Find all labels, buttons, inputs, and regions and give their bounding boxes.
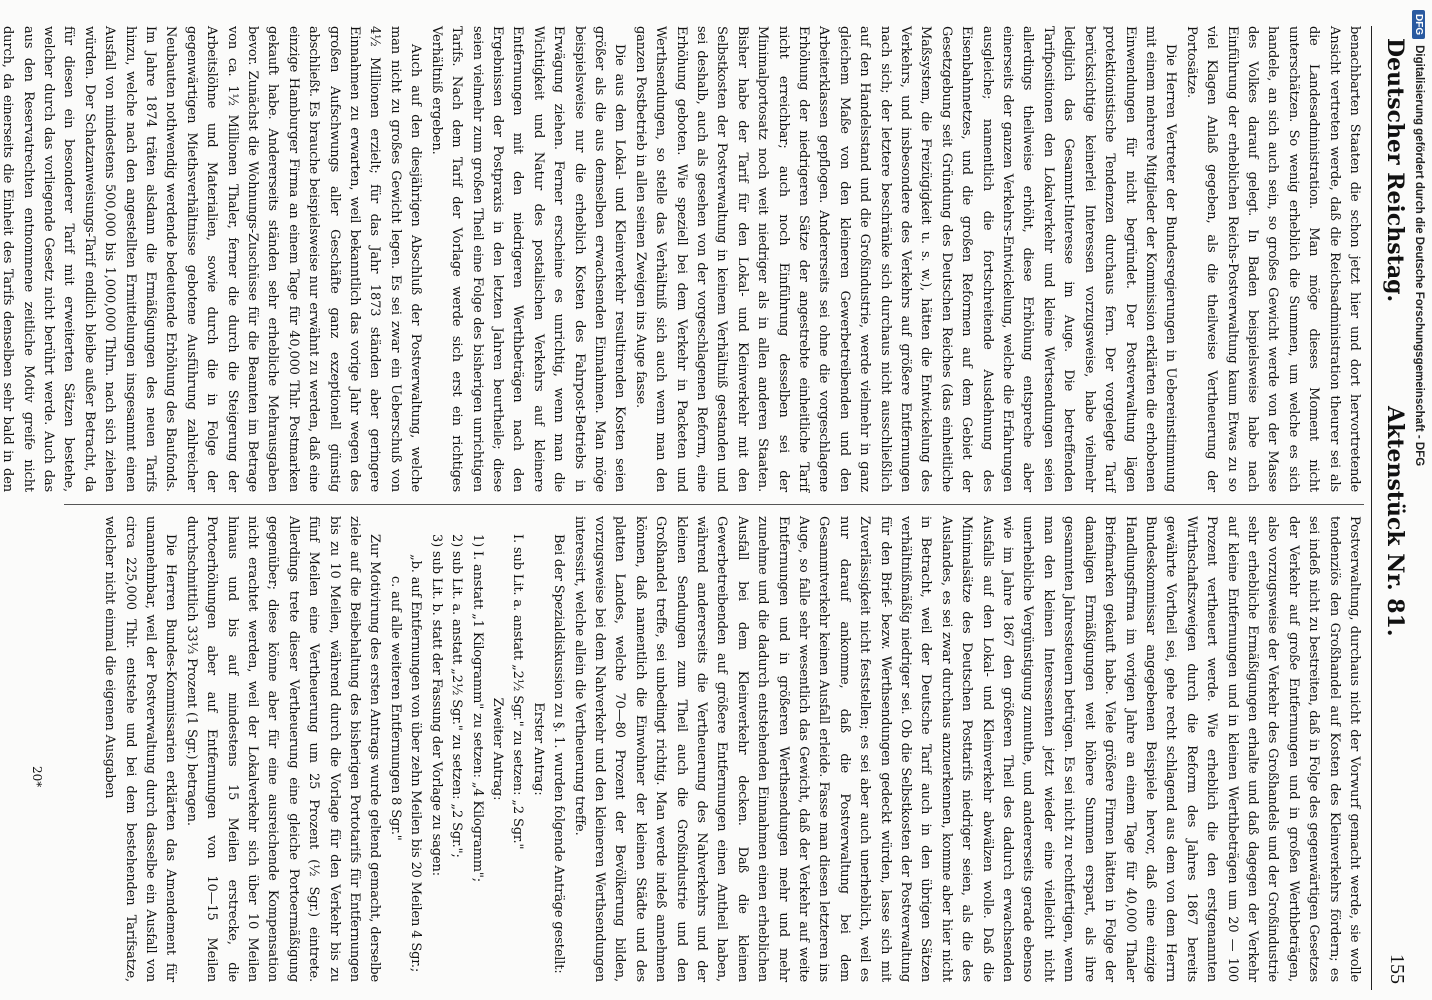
motion-heading: Erster Antrag:: [530, 702, 546, 796]
digitization-credit-text: Digitalisierung gefördert durch die Deutsche Forschungsgemeinschaft - DFG: [1413, 45, 1425, 467]
motion-item: I. sub Lit. a. anstatt „2½ Sgr." zu setzen: „2 Sgr.": [510, 534, 526, 850]
paragraph: Auch auf den diesjährigen Abschluß der Postverwaltung, welche man nicht zu großes Gewicht legen. Es sei zwar ein Ueberschuß von 4½ Millionen erzielt; für das Jahr 1873 ständen aber geringere Einnahmen zu erwarten, weil bekanntlich das vorige Jahr wegen des großen Aufschwungs aller Geschäfte ganz exzeptionell günstig abschließt. Es brauche beispielsweise nur erwähnt zu werden, daß eine einzige Hamburger Firma an einem Tage für 40,000 Thlr. Postmarken gekauft habe. Andererseits ständen sehr erhebliche Mehrausgaben bevor. Zunächst die Wohnungs-Zuschüsse für die Beamten im Betrage von ca. 1½ Millionen Thaler, ferner die durch die Steigerung der Arbeitslöhne und Materialien, sowie durch die in Folge der gegenwärtigen Miethsverhältnisse gebotene Ausführung zahlreicher Neubauten nothwendig werdende bedeutende Erhöhung des Baufonds. Im Jahre 1874 träten alsdann die Ermäßigungen des neuen Tarifs hinzu, welche nach den angestellten Ermittelungen insgesammt einen Ausfall von mindestens 500,000 bis 1,000,000 Thlrn. nach sich ziehen würden. Der Schatzanweisungs-Tarif endlich bleibe außer Betracht, da für diesen ein besonderer Tarif mit erweiterten Sätzen bestehe, welcher durch das vorliegende Gesetz nicht berührt werde. Auch das aus den Reservatrechten entnommene zeitliche Motiv greife nicht durch, da einerseits die Einheit des Tarifs denselben sehr bald in den: [0, 26, 424, 492]
paragraph: Postverwaltung, durchaus nicht der Vorwurf gemacht werde, sie wolle tendenziös den Großhandel auf Kosten des Kleinverkehrs fördern; es sei indeß nicht zu bestreiten, daß in Folge des gegenwärtigen Gesetzes der Verkehr auf große Entfernungen und in großen Werthbeträgen, also vorzugsweise der Verkehr des Großhandels und der Großindustrie sehr erhebliche Ermäßigungen erhalte und daß dagegen der Verkehr auf kleine Entfernungen und in kleinen Werthbeträgen um 20 — 100 Prozent vertheuert werde. Wie erheblich die den erstgenannten Wirthschaftszweigen durch die Reform des Jahres 1867 bereits gewährte Vortheil sei, gehe recht schlagend aus dem von dem Herrn Bundeskommissar angegebenen Beispiele hervor, daß eine einzige Handlungsfirma im vorigen Jahre an einem Tage für 40,000 Thaler Briefmarken gekauft habe. Viele größere Firmen hätten in Folge der damaligen Ermäßigungen weit höhere Summen erspart, als ihre gesammten Jahressteuern betrügen. Es sei nicht zu rechtfertigen, wenn man den kleinen Interessenten jetzt wieder eine vielleicht nicht unerhebliche Vergünstigung zumuthe, und andererseits gerade ebenso wie im Jahre 1867 den größeren Theil des dadurch erwachsenden Ausfalls auf den Lokal- und Kleinverkehr abwälzen wolle. Daß die Minimalsätze des Deutschen Posttarifs niedriger seien, als die des Auslandes, es sei zwar durchaus anzuerkennen, komme aber hier nicht in Betracht, weil der Deutsche Tarif auch in den übrigen Sätzen verhältnißmäßig niedriger sei. Ob die Selbstkosten der Postverwaltung für den Brief- bezw. Werthsendungen gedeckt würden, lasse sich mit Zuverlässigkeit nicht feststellen; es sei aber auch unerheblich, weil es nur darauf ankomme, daß die Postverwaltung bei dem Gesammtverkehr keinen Ausfall erleide. Fasse man diesen letzteren ins Auge, so falle sehr wesentlich das Gewicht, daß der Verkehr auf weite Entfernungen und in größeren Werthsendungen mehr und mehr zunehme und die dadurch entstehenden Einnahmen einen erheblichen Ausfall bei dem Kleinverkehr decken. Daß die kleinen Gewerbetreibenden auf größere Entfernungen einen Antheil haben, während andererseits die Vertheuerung des Nahverkehrs und der kleinen Sendungen zum Theil auch die Großindustrie und den Großhandel treffe, sei unbedingt richtig. Man werde indeß annehmen können, daß namentlich die Einwohner der kleinen Städte und des platten Landes, welche 70—80 Prozent der Bevölkerung bilden, vorzugsweise bei dem Nahverkehr und den kleineren Werthsendungen interessirt, welche allein die Vertheuerung treffe.: [571, 516, 1362, 982]
paragraph: Bei der Spezialdiskussion zu §. 1. wurden folgende Anträge gestellt:: [551, 534, 567, 974]
column-divider: [64, 504, 1364, 505]
paragraph: Die Herren Vertreter der Bundesregierungen in Uebereinstimmung mit einem mehrere Mitglieder der Kommission erklärten die erhobenen Einwendungen für nicht begründet. Der Postverwaltung lägen protektionistische Tendenzen durchaus fern. Der vorgelegte Tarif berücksichtige keinerlei Interessen vorzugsweise, habe vielmehr lediglich das Gesammt-Interesse im Auge. Die betreffenden Tarifpositionen den Lokalverkehr und kleine Wertsendungen seien allerdings theilweise erhöht, diese Erhöhung entspreche aber einerseits der ganzen Verkehrs-Entwickelung, welche die Erfahrungen ausgleiche; namentlich die fortschreitende Ausdehnung des Eisenbahnnetzes, und die großen Reformen auf dem Gebiet der Gesetzgebung seit Gründung des Deutschen Reiches (das einheitliche Maßsystem, die Freizügigkeit u. s. w.), hätten die Entwickelung des Verkehrs, und insbesondere des Verkehrs auf größere Entfernungen nach sich; der letztere beschränke sich durchaus nicht ausschließlich auf den Handelsstand und die Großindustrie, werde vielmehr in ganz gleichem Maße von den kleineren Gewerbetreibenden und den Arbeiterklassen gepflogen. Andererseits sei ohne die vorgeschlagene Erhöhung der niedrigeren Sätze der angestrebte einheitliche Tarif nicht erreichbar; auch noch Einführung desselben sei der Minimalportosatz noch weit niedriger als in allen anderen Staaten. Bisher habe der Tarif für den Lokal- und Kleinverkehr mit den Selbstkosten der Postverwaltung in keinem Verhältniß gestanden und sei deshalb, auch als gesehen von der vorgeschlagenen Reform, eine Erhöhung geboten. Wie speziell bei dem Verkehr in Packeten und Werthsendungen, so stelle das Verhältniß sich auch wenn man den ganzen Postbetrieb in allen seinen Zweigen ins Auge fasse.: [632, 26, 1179, 492]
paragraph: benachbarten Staaten die schon jetzt hier und dort hervortretende Ansicht vertreten werde, daß die Reichsadministration theurer sei als die Landesadministration. Man möge dieses Moment nicht unterschätzen. So wenig erheblich die Summen, um welche es sich handele, an sich auch sein, so großes Gewicht werde von der Masse des Volkes darauf gelegt. In Baden beispielsweise habe nach Einführung der erheblichen Reichs-Postverwaltung kaum Etwas zu so viel Klagen Anlaß gegeben, als die theilweise Vertheuerung der Portosätze.: [1183, 26, 1362, 492]
header-document-number: Aktenstück Nr. 81.: [1382, 406, 1408, 637]
right-text-column: [46, 516, 1364, 982]
motion-heading: Zweiter Antrag:: [489, 697, 505, 801]
motion-item: 3) sub Lit. b. statt der Fassung der Vorlage zu sagen:: [428, 534, 444, 876]
signature-mark: 20*: [30, 766, 44, 788]
paragraph: Zur Motivirung des ersten Antrags wurde geltend gemacht, derselbe ziele auf die Beibehaltung des bisherigen Portotarifs für Entfernungen bis zu 10 Meilen, während durch die Vorlage für den Verkehr bis zu fünf Meilen eine Vertheuerung um 25 Prozent (½ Sgr.) eintrete. Allerdings trete dieser Vertheuerung eine gleiche Portoermäßigung gegenüber; diese könne aber für eine ausreichende Kompensation nicht erachtet werden, weil der Lokalverkehr sich über 10 Meilen hinaus und bis auf mindestens 15 Meilen erstrecke, die Portoerhöhungen aber auf Entfernungen von 10—15 Meilen durchschnittlich 33⅓ Prozent (1 Sgr.) betragen.: [183, 516, 383, 982]
paragraph: Die Herren Bundes-Kommissarien erklärten das Amendement für unannehmbar, weil der Postverwaltung durch dasselbe ein Ausfall von circa 225,000 Thlr. entstehe und bei dem bestehenden Tarifsatze, welcher nicht einmal die eigenen Ausgaben: [102, 516, 179, 982]
motion-item: 2) sub Lit. a. anstatt „2½ Sgr." zu setzen: „2 Sgr.";: [449, 534, 465, 858]
motion-subitem: „b. auf Entfernungen von über zehn Meilen bis 20 Meilen 4 Sgr.;: [408, 554, 424, 973]
paragraph: Die aus dem Lokal- und Kleinverkehr resultirenden Kosten seien größer als die aus demselben erwachsenden Einnahmen. Man möge beispielsweise nur die erheblich Kosten des Fahrpost-Betriebs in Erwägung ziehen. Ferner erscheine es unrichtig, wenn man die Wichtigkeit und Natur des postalischen Verkehrs auf kleinere Entfernungen mit den niedrigeren Werthbeträgen nach den Ergebnissen der Postpraxis in den letzten Jahren beurtheile; diese seien vielmehr zum großen Theil eine Folge des bisherigen unrichtigen Tarifs. Nach dem Tarif der Vorlage werde sich erst ein richtiges Verhältniß ergeben.: [428, 26, 628, 492]
header-publication-title: Deutscher Reichstag.: [1382, 38, 1408, 303]
motion-subitem: c. auf alle weiteren Entfernungen 8 Sgr.": [387, 576, 403, 841]
header-page-number: 155: [1386, 954, 1408, 984]
left-text-column: [0, 26, 1364, 492]
page-header: [1371, 26, 1412, 990]
motion-item: 1) I. anstatt „1 Kilogramm" zu setzen: „4 Kilogramm";: [469, 534, 485, 882]
rotated-document-page: [0, 26, 1416, 990]
dfg-logo-badge: DFG: [1412, 10, 1425, 39]
digitization-credit: [1407, 10, 1425, 1000]
